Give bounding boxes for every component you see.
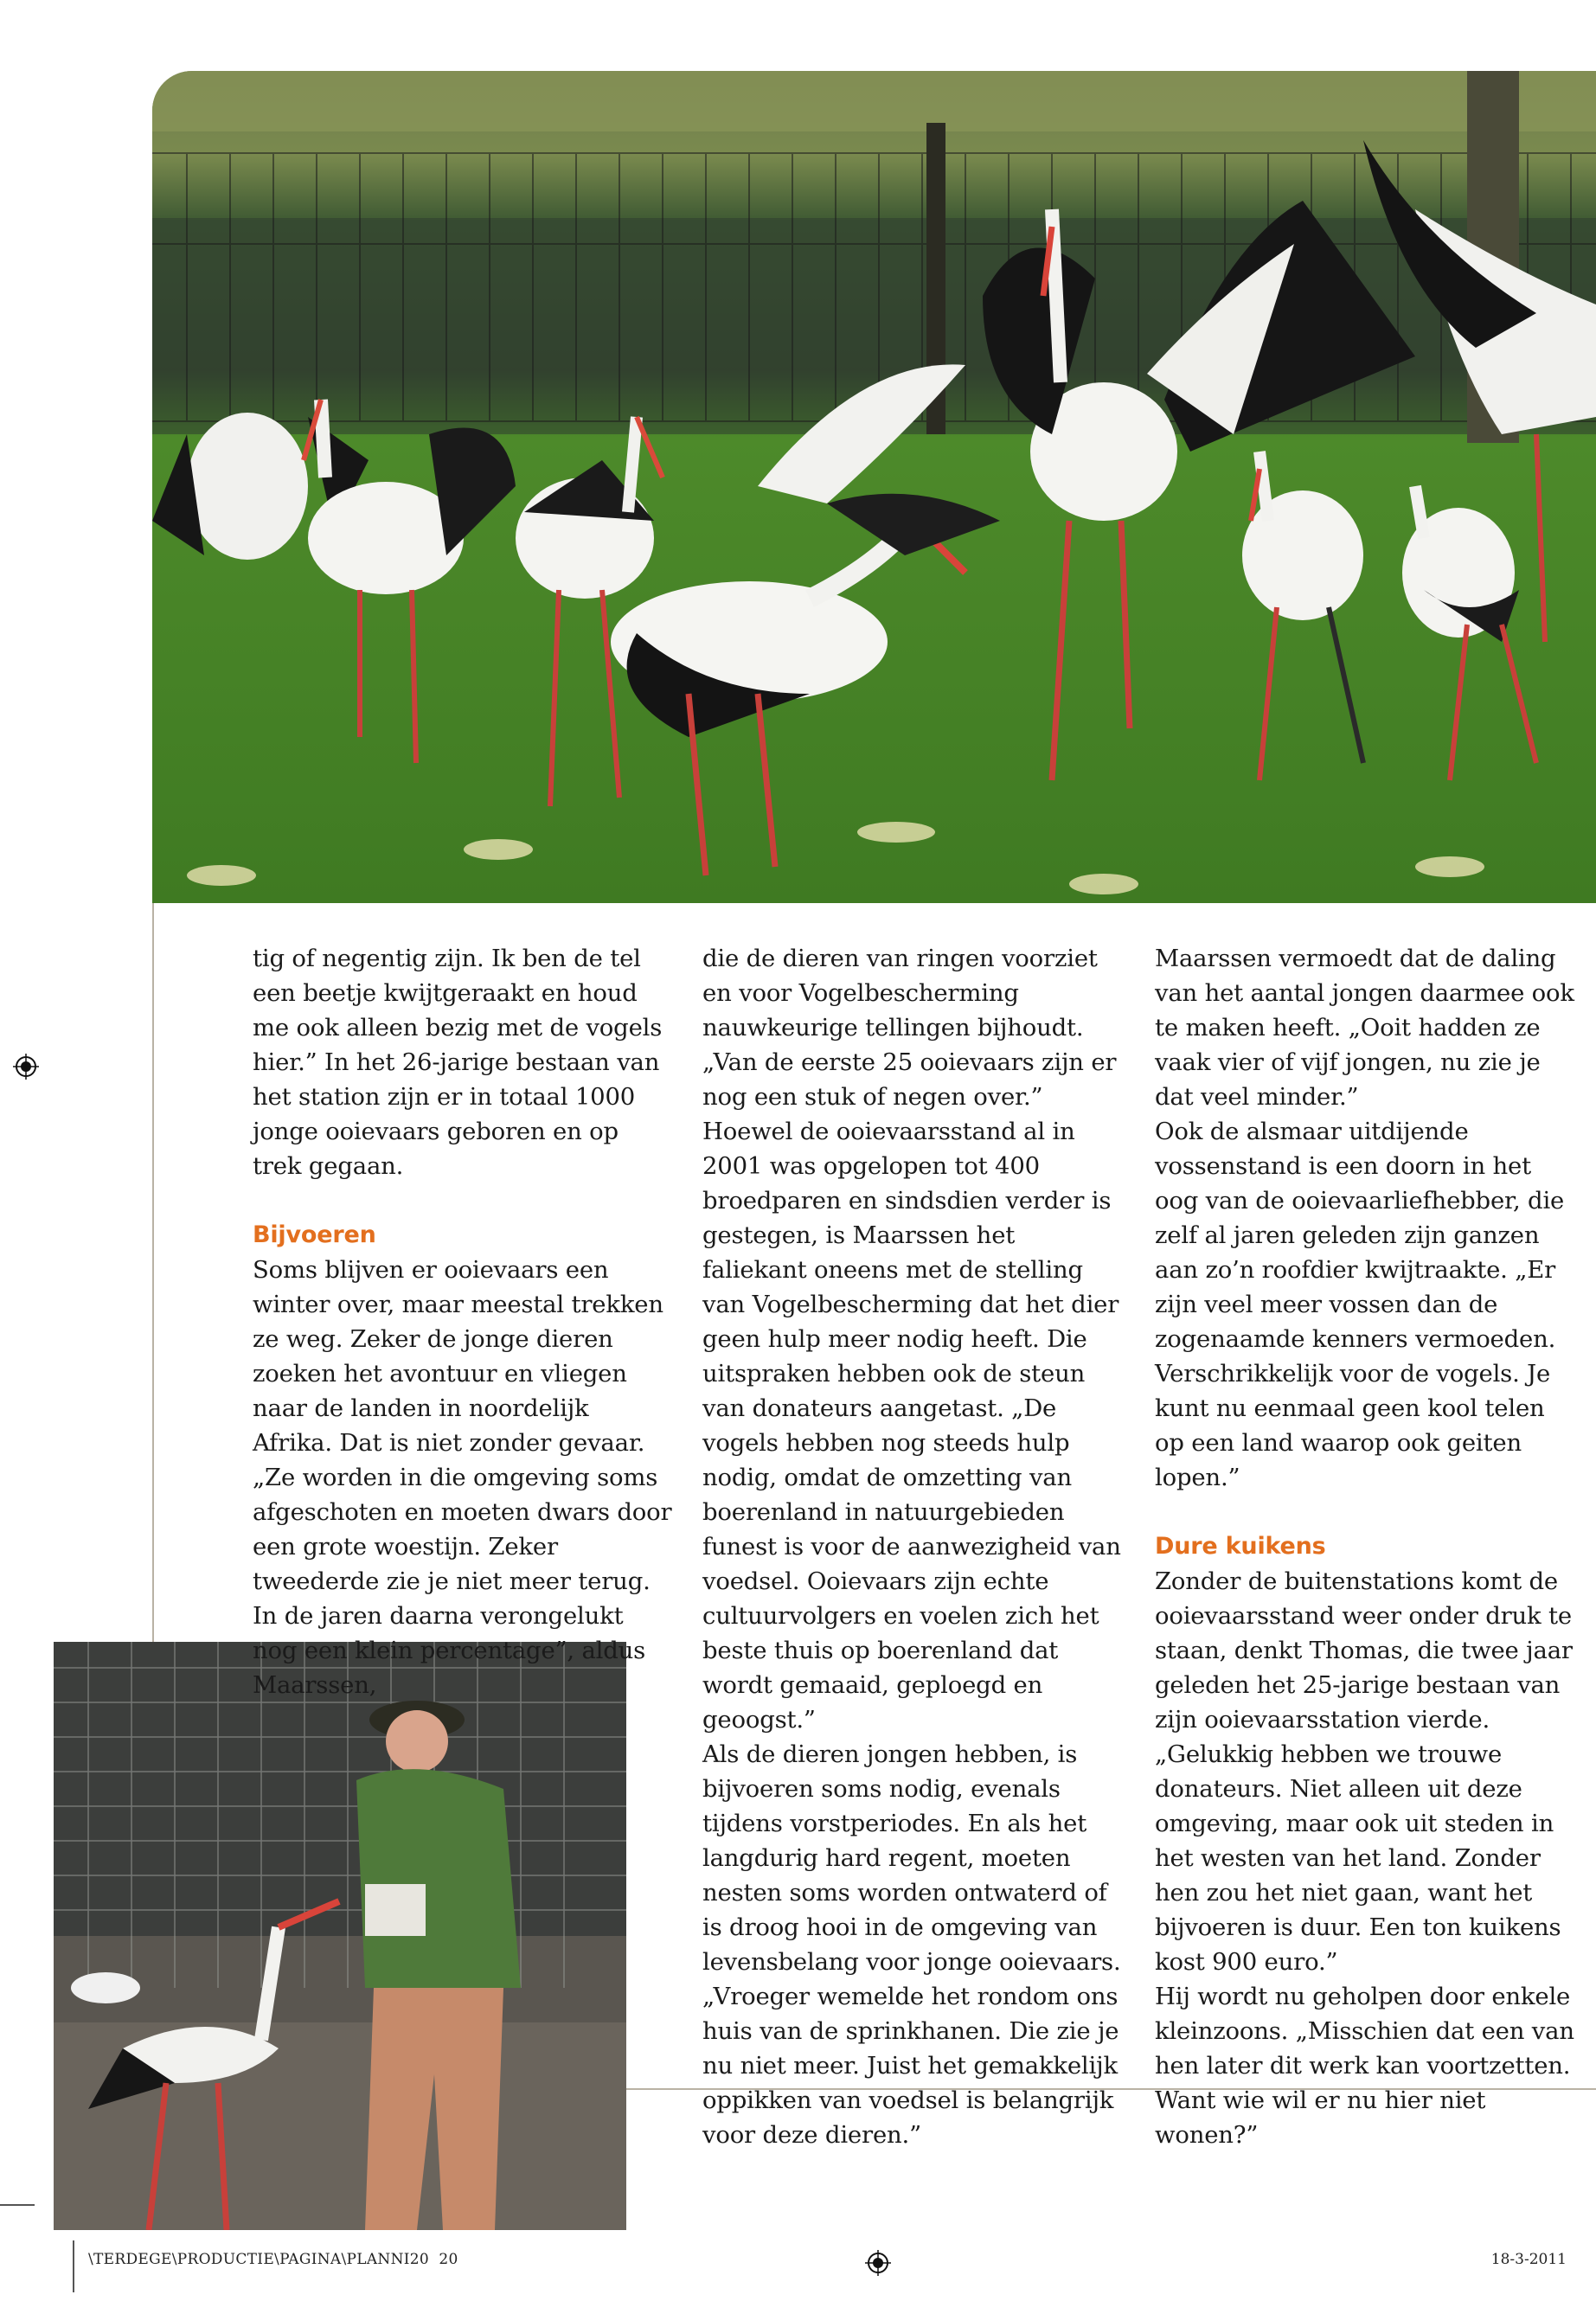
- article-column-2: [702, 941, 1126, 2152]
- footer-path: \TERDEGE\PRODUCTIE\PAGINA\PLANNI20: [88, 2251, 429, 2268]
- article-column-3: [1155, 941, 1579, 2152]
- col2-paragraph-1: die de dieren van ringen voorziet en voor Vogelbescherming nauwkeurige tellingen bijhoudt. „Van de eerste 25 ooievaars zijn er nog een stuk of negen over.”: [702, 945, 1117, 1111]
- footer-page: 20: [439, 2251, 458, 2268]
- footer-date: 18-3-2011: [1490, 2251, 1567, 2268]
- col3-paragraph-1: Maarssen vermoedt dat de daling van het aantal jongen daarmee ook te maken heeft. „Ooit hadden ze vaak vier of vijf jongen, nu zie je dat veel minder.”: [1155, 945, 1574, 1111]
- col1-paragraph-2: Soms blijven er ooievaars een winter over, maar meestal trekken ze weg. Zeker de jonge dieren zoeken het avontuur en vliegen naar de landen in noordelijk Afrika. Dat is niet zonder gevaar. „Ze worden in die omgeving soms afgeschoten en moeten dwars door een grote woestijn. Zeker tweederde zie je niet meer terug. In de jaren daarna verongelukt nog een klein percentage”, aldus Maarssen,: [253, 1256, 672, 1699]
- footer-slug: [88, 2251, 458, 2268]
- col3-paragraph-4: Hij wordt nu geholpen door enkele kleinzoons. „Misschien dat een van hen later dit werk kan voortzetten. Want wie wil er nu hier niet wonen?”: [1155, 1983, 1574, 2149]
- col1-paragraph-1: tig of negentig zijn. Ik ben de tel een beetje kwijtgeraakt en houd me ook alleen bezig met de vogels hier.” In het 26-jarige bestaan van het station zijn er in totaal 1000 jonge ooievaars geboren en op trek gegaan.: [253, 945, 663, 1180]
- col2-paragraph-3: Als de dieren jongen hebben, is bijvoeren soms nodig, evenals tijdens vorstperiodes. En als het langdurig hard regent, moeten nesten soms worden ontwaterd of is droog hooi in de omgeving van levensbelang voor jonge ooievaars. „Vroeger wemelde het rondom ons huis van de sprinkhanen. Die zie je nu niet meer. Juist het gemakkelijk oppikken van voedsel is belangrijk voor deze dieren.”: [702, 1740, 1121, 2149]
- subheading-bijvoeren: Bijvoeren: [253, 1221, 376, 1248]
- registration-mark-icon: [865, 2250, 891, 2276]
- col3-paragraph-3: Zonder de buitenstations komt de ooievaarsstand weer onder druk te staan, denkt Thomas, die twee jaar geleden het 25-jarige bestaan van zijn ooievaarsstation vierde. „Gelukkig hebben we trouwe donateurs. Niet alleen uit deze omgeving, maar ook uit steden in het westen van het land. Zonder hen zou het niet gaan, want het bijvoeren is duur. Een ton kuikens kost 900 euro.”: [1155, 1567, 1573, 1976]
- article-column-1: [253, 941, 673, 1702]
- subheading-dure-kuikens: Dure kuikens: [1155, 1533, 1326, 1560]
- storks-photo: [152, 71, 1596, 903]
- man-feeding-stork-photo: [54, 1642, 626, 2230]
- crop-mark: [73, 2240, 74, 2292]
- col2-paragraph-2: Hoewel de ooievaarsstand al in 2001 was opgelopen tot 400 broedparen en sindsdien verder is gestegen, is Maarssen het faliekant oneens met de stelling van Vogelbescherming dat het dier geen hulp meer nodig heeft. Die uitspraken hebben ook de steun van donateurs aangetast. „De vogels hebben nog steeds hulp nodig, omdat de omzetting van boerenland in natuurgebieden funest is voor de aanwezigheid van voedsel. Ooievaars zijn echte cultuurvolgers en voelen zich het beste thuis op boerenland dat wordt gemaaid, geploegd en geoogst.”: [702, 1118, 1121, 1734]
- registration-mark-icon: [13, 1054, 39, 1080]
- crop-mark: [0, 2204, 35, 2206]
- col3-paragraph-2: Ook de alsmaar uitdijende vossenstand is een doorn in het oog van de ooievaarliefhebber, die zelf al jaren geleden zijn ganzen aan zo’n roofdier kwijtraakte. „Er zijn veel meer vossen dan de zogenaamde kenners vermoeden. Verschrikkelijk voor de vogels. Je kunt nu eenmaal geen kool telen op een land waarop ook geiten lopen.”: [1155, 1118, 1565, 1491]
